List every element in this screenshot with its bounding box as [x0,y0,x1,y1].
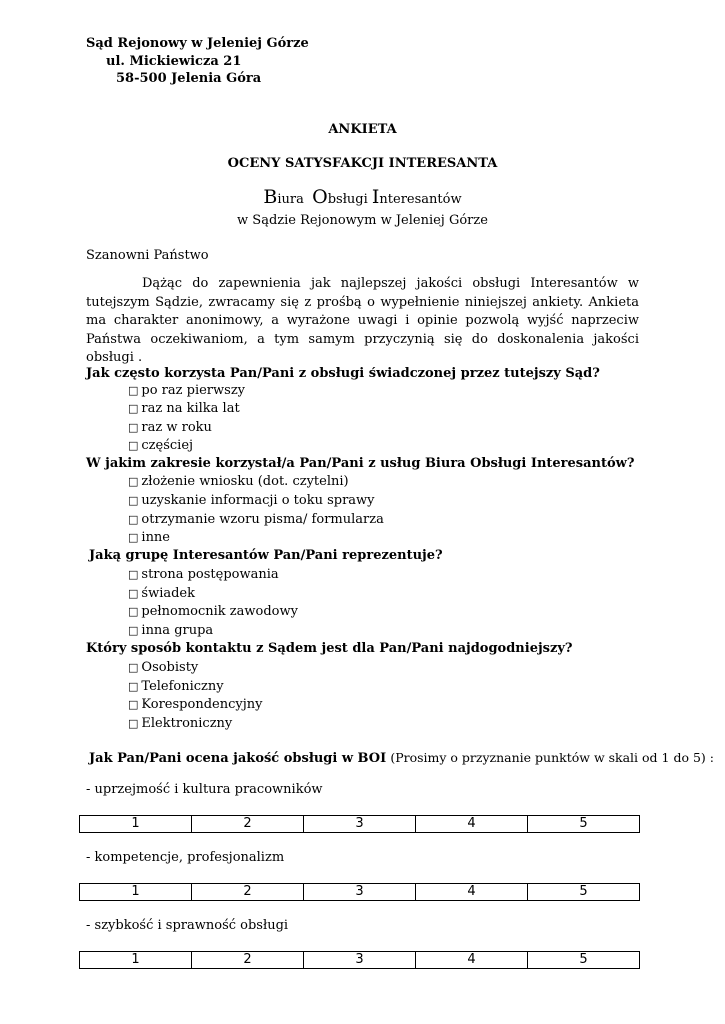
q2-option-2[interactable]: □ uzyskanie informacji o toku sprawy [128,493,375,508]
q3-option-3[interactable]: □ pełnomocnik zawodowy [128,604,298,619]
rating-1-option-5[interactable]: 5 [528,816,640,833]
rating-question-bold: Jak Pan/Pani ocena jakość obsługi w BOI [89,751,387,766]
question-2: W jakim zakresie korzystał/a Pan/Pani z usług Biura Obsługi Interesantów? [86,456,635,471]
greeting: Szanowni Państwo [86,248,209,263]
q4-option-3[interactable]: □ Korespondencyjny [128,697,263,712]
criterion-3: - szybkość i sprawność obsługi [86,918,289,933]
rating-2-option-2[interactable]: 2 [192,884,304,901]
checkbox-icon[interactable]: □ [128,605,139,618]
rating-1-option-4[interactable]: 4 [416,816,528,833]
title-ankieta: ANKIETA [328,122,397,137]
criterion-2: - kompetencje, profesjonalizm [86,850,285,865]
boi-initial-i: I [371,186,380,208]
title-boi [0,188,725,210]
checkbox-icon[interactable]: □ [128,717,139,730]
rating-3-option-2[interactable]: 2 [192,952,304,969]
court-street: ul. Mickiewicza 21 [106,54,242,69]
rating-scale-1 [79,815,640,833]
court-city: 58-500 Jelenia Góra [116,71,262,86]
rating-3-option-3[interactable]: 3 [304,952,416,969]
rating-scale-2 [79,883,640,901]
boi-part-bslugi: bsługi [327,192,368,207]
q4-option-1[interactable]: □ Osobisty [128,660,199,675]
q4-option-2[interactable]: □ Telefoniczny [128,679,224,694]
q2-option-3[interactable]: □ otrzymanie wzoru pisma/ formularza [128,512,384,527]
checkbox-icon[interactable]: □ [128,421,139,434]
q2-option-1[interactable]: □ złożenie wniosku (dot. czytelni) [128,474,349,489]
intro-paragraph: Dążąc do zapewnienia jak najlepszej jakości obsługi Interesantów w tutejszym Sądzie, zwracamy się z prośbą o wypełnienie niniejszej ankiety. Ankieta ma charakter anonimowy, a wyrażone uwagi i opinie pozwolą wyjść naprzeciw Państwa oczekiwaniom, a tym samym przyczynią się do doskonalenia jakości obsługi . [86,276,639,365]
checkbox-icon[interactable]: □ [128,587,139,600]
rating-1-option-3[interactable]: 3 [304,816,416,833]
rating-question [89,749,714,769]
rating-2-option-4[interactable]: 4 [416,884,528,901]
checkbox-icon[interactable]: □ [128,698,139,711]
rating-scale-3 [79,951,640,969]
q1-option-4[interactable]: □ częściej [128,438,194,453]
q3-option-4[interactable]: □ inna grupa [128,623,214,638]
title-court-line: w Sądzie Rejonowym w Jeleniej Górze [237,213,488,228]
rating-2-option-3[interactable]: 3 [304,884,416,901]
title-subtitle: OCENY SATYSFAKCJI INTERESANTA [227,156,498,171]
question-3: Jaką grupę Interesantów Pan/Pani reprezentuje? [89,548,443,563]
rating-1-option-2[interactable]: 2 [192,816,304,833]
q1-option-3[interactable]: □ raz w roku [128,420,212,435]
rating-3-option-5[interactable]: 5 [528,952,640,969]
checkbox-icon[interactable]: □ [128,384,139,397]
q1-option-2[interactable]: □ raz na kilka lat [128,401,240,416]
intro-block [86,275,639,368]
q2-option-4[interactable]: □ inne [128,530,171,545]
rating-question-note: (Prosimy o przyznanie punktów w skali od 1 do 5) : [390,750,714,765]
checkbox-icon[interactable]: □ [128,680,139,693]
question-1: Jak często korzysta Pan/Pani z obsługi świadczonej przez tutejszy Sąd? [86,366,600,381]
checkbox-icon[interactable]: □ [128,624,139,637]
rating-2-option-1[interactable]: 1 [80,884,192,901]
checkbox-icon[interactable]: □ [128,531,139,544]
q4-option-4[interactable]: □ Elektroniczny [128,716,233,731]
checkbox-icon[interactable]: □ [128,475,139,488]
checkbox-icon[interactable]: □ [128,402,139,415]
rating-3-option-1[interactable]: 1 [80,952,192,969]
checkbox-icon[interactable]: □ [128,513,139,526]
checkbox-icon[interactable]: □ [128,661,139,674]
rating-3-option-4[interactable]: 4 [416,952,528,969]
boi-initial-o: O [312,186,328,208]
criterion-1: - uprzejmość i kultura pracowników [86,782,323,797]
q3-option-1[interactable]: □ strona postępowania [128,567,279,582]
question-4: Który sposób kontaktu z Sądem jest dla Pan/Pani najdogodniejszy? [86,641,573,656]
boi-part-iura: iura [277,192,304,207]
checkbox-icon[interactable]: □ [128,568,139,581]
court-name: Sąd Rejonowy w Jeleniej Górze [86,36,309,51]
q3-option-2[interactable]: □ świadek [128,586,196,601]
q1-option-1[interactable]: □ po raz pierwszy [128,383,246,398]
rating-1-option-1[interactable]: 1 [80,816,192,833]
rating-2-option-5[interactable]: 5 [528,884,640,901]
boi-part-nteresantow: nteresantów [379,192,462,207]
boi-initial-b: B [263,186,278,208]
checkbox-icon[interactable]: □ [128,439,139,452]
checkbox-icon[interactable]: □ [128,494,139,507]
